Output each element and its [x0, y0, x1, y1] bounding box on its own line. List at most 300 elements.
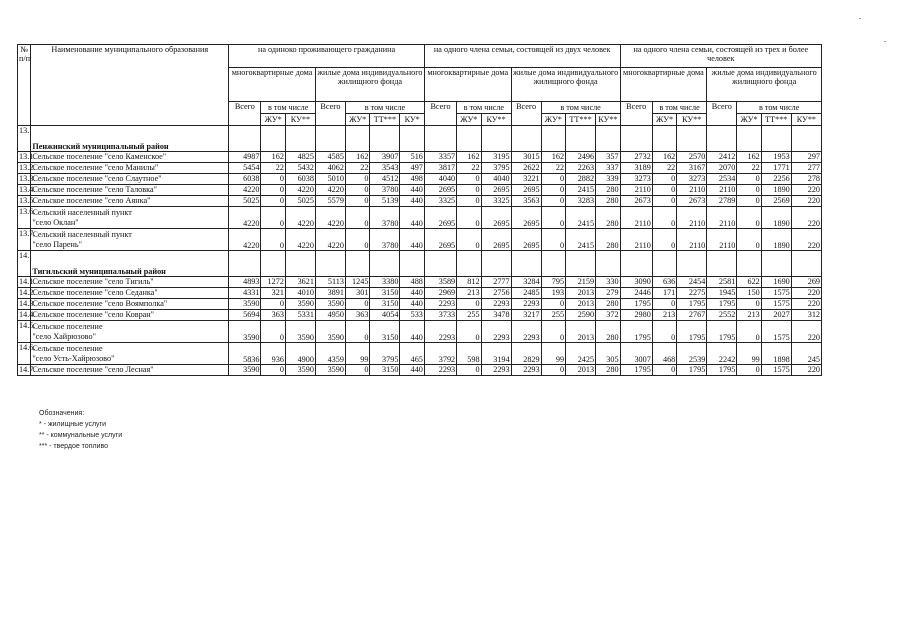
value-cell: 0: [345, 174, 369, 185]
scan-mark: [859, 18, 861, 19]
value-cell: 278: [791, 174, 821, 185]
value-cell: 936: [261, 343, 285, 365]
value-cell: 2569: [761, 196, 791, 207]
empty-cell: [596, 251, 621, 277]
value-cell: 3795: [481, 163, 511, 174]
value-cell: 4062: [315, 163, 345, 174]
scan-mark: [884, 41, 886, 42]
value-cell: 99: [345, 343, 369, 365]
value-cell: 22: [457, 163, 481, 174]
value-cell: 622: [737, 277, 761, 288]
value-cell: 339: [596, 174, 621, 185]
value-cell: 1795: [620, 299, 652, 310]
value-cell: 2695: [481, 185, 511, 196]
value-cell: 0: [652, 299, 676, 310]
value-cell: 3195: [481, 152, 511, 163]
value-cell: 3590: [229, 299, 261, 310]
value-cell: 0: [457, 299, 481, 310]
value-cell: 269: [791, 277, 821, 288]
value-cell: 636: [652, 277, 676, 288]
value-cell: 516: [400, 152, 424, 163]
value-cell: 4220: [315, 229, 345, 251]
value-cell: 2969: [424, 288, 456, 299]
value-cell: 598: [457, 343, 481, 365]
value-cell: 2673: [677, 196, 707, 207]
settlement-name-line-1: Сельское поселение: [32, 344, 103, 354]
value-cell: 2293: [511, 321, 541, 343]
table-row: [18, 152, 822, 163]
row-number: 13.2.: [19, 163, 36, 173]
header-zhu: ЖУ*: [457, 114, 481, 126]
value-cell: 255: [541, 310, 565, 321]
value-cell: 213: [737, 310, 761, 321]
value-cell: 0: [345, 207, 369, 229]
value-cell: 2980: [620, 310, 652, 321]
value-cell: 2110: [707, 229, 737, 251]
value-cell: 2590: [566, 310, 596, 321]
value-cell: 3357: [424, 152, 456, 163]
value-cell: 812: [457, 277, 481, 288]
empty-cell: [345, 126, 369, 152]
value-cell: 2485: [511, 288, 541, 299]
settlement-name-line-2: "село Оклан": [32, 217, 79, 227]
header-ku: КУ**: [677, 114, 707, 126]
value-cell: 2695: [511, 229, 541, 251]
value-cell: 440: [400, 365, 424, 376]
value-cell: 440: [400, 288, 424, 299]
value-cell: 3590: [285, 365, 315, 376]
table-row: [18, 299, 822, 310]
value-cell: 0: [541, 207, 565, 229]
row-number: 14.2.: [19, 288, 36, 298]
header-izhs: жилые дома индивидуального жилищного фонда: [707, 68, 822, 102]
value-cell: 220: [791, 321, 821, 343]
value-cell: 2293: [424, 365, 456, 376]
value-cell: 440: [400, 207, 424, 229]
header-zhu: ЖУ*: [652, 114, 676, 126]
empty-cell: [481, 126, 511, 152]
value-cell: 497: [400, 163, 424, 174]
empty-cell: [261, 126, 285, 152]
value-cell: 4220: [315, 207, 345, 229]
table-row: [18, 343, 822, 365]
value-cell: 2570: [677, 152, 707, 163]
value-cell: 0: [541, 174, 565, 185]
value-cell: 0: [652, 174, 676, 185]
value-cell: 4950: [315, 310, 345, 321]
value-cell: 2882: [566, 174, 596, 185]
settlement-name-line-2: "село Парень": [32, 239, 82, 249]
value-cell: 1575: [761, 299, 791, 310]
value-cell: 2622: [511, 163, 541, 174]
empty-cell: [761, 126, 791, 152]
value-cell: 2415: [566, 185, 596, 196]
empty-cell: [424, 251, 456, 277]
value-cell: 162: [457, 152, 481, 163]
value-cell: 3590: [229, 321, 261, 343]
district-name: Тигильский муниципальный район: [31, 251, 229, 277]
value-cell: 1795: [677, 365, 707, 376]
value-cell: 0: [652, 207, 676, 229]
value-cell: 0: [652, 185, 676, 196]
district-row: [18, 126, 822, 152]
value-cell: 22: [737, 163, 761, 174]
value-cell: 3273: [620, 174, 652, 185]
value-cell: 4987: [229, 152, 261, 163]
value-cell: 2552: [707, 310, 737, 321]
header-group-single: на одиноко проживающего гражданина: [229, 45, 425, 68]
settlement-name: Сельское поселение "село Манилы": [31, 163, 229, 174]
header-total: Всего: [229, 102, 261, 126]
value-cell: 2110: [677, 185, 707, 196]
value-cell: 0: [261, 321, 285, 343]
value-cell: 1953: [761, 152, 791, 163]
value-cell: 220: [791, 288, 821, 299]
value-cell: 171: [652, 288, 676, 299]
value-cell: 1890: [761, 229, 791, 251]
header-zhu: ЖУ*: [345, 114, 369, 126]
empty-cell: [677, 126, 707, 152]
settlement-name: [31, 321, 229, 343]
header-incl: в том числе: [737, 102, 822, 114]
settlement-name-line-1: Сельский населенный пункт: [32, 230, 132, 240]
value-cell: 0: [737, 321, 761, 343]
value-cell: 3194: [481, 343, 511, 365]
empty-cell: [707, 251, 737, 277]
value-cell: 280: [596, 185, 621, 196]
value-cell: 3795: [370, 343, 400, 365]
value-cell: 440: [400, 299, 424, 310]
value-cell: 0: [652, 229, 676, 251]
value-cell: 0: [457, 174, 481, 185]
header-ku: КУ*: [400, 114, 424, 126]
header-mkd: многоквартирные дома: [229, 68, 316, 102]
value-cell: 0: [541, 229, 565, 251]
empty-cell: [677, 251, 707, 277]
value-cell: 0: [345, 185, 369, 196]
value-cell: 0: [737, 207, 761, 229]
legend-item: *** - твердое топливо: [39, 443, 109, 450]
value-cell: 2110: [707, 207, 737, 229]
row-number: 13.4.: [19, 185, 36, 195]
value-cell: 2454: [677, 277, 707, 288]
row-number: 14.1.: [19, 277, 36, 287]
value-cell: 162: [652, 152, 676, 163]
header-num: № п/п: [18, 45, 31, 126]
value-cell: 3563: [511, 196, 541, 207]
value-cell: 2293: [424, 321, 456, 343]
empty-cell: [652, 126, 676, 152]
value-cell: 2695: [511, 185, 541, 196]
value-cell: 245: [791, 343, 821, 365]
header-ku: КУ**: [481, 114, 511, 126]
value-cell: 99: [541, 343, 565, 365]
empty-cell: [541, 251, 565, 277]
settlement-name: [31, 343, 229, 365]
legend: [39, 408, 122, 452]
settlement-name: Сельское поселение "село Воямполка": [31, 299, 229, 310]
value-cell: 3792: [424, 343, 456, 365]
settlement-name: [31, 207, 229, 229]
value-cell: 4585: [315, 152, 345, 163]
row-number: 13.5.: [19, 196, 36, 206]
value-cell: 0: [457, 321, 481, 343]
empty-cell: [457, 126, 481, 152]
value-cell: 3780: [370, 229, 400, 251]
value-cell: 0: [652, 196, 676, 207]
value-cell: 22: [261, 163, 285, 174]
value-cell: 280: [596, 196, 621, 207]
value-cell: 0: [457, 196, 481, 207]
value-cell: 0: [261, 299, 285, 310]
header-ku: КУ**: [791, 114, 821, 126]
settlement-name-line-2: "село Усть-Хайрюзово": [32, 353, 115, 363]
header-name: Наименование муниципального образования: [31, 45, 229, 126]
empty-cell: [541, 126, 565, 152]
empty-cell: [285, 126, 315, 152]
legend-item: ** - коммунальные услуги: [39, 432, 123, 439]
value-cell: 4010: [285, 288, 315, 299]
header-tt: ТТ***: [761, 114, 791, 126]
empty-cell: [229, 251, 261, 277]
value-cell: 330: [596, 277, 621, 288]
row-number: 14.5.: [18, 321, 31, 343]
value-cell: 3150: [370, 288, 400, 299]
value-cell: 2581: [707, 277, 737, 288]
value-cell: 305: [596, 343, 621, 365]
table-row: [18, 174, 822, 185]
value-cell: 0: [261, 185, 285, 196]
value-cell: 2293: [511, 299, 541, 310]
value-cell: 280: [596, 207, 621, 229]
value-cell: 0: [261, 207, 285, 229]
value-cell: 3090: [620, 277, 652, 288]
value-cell: 2829: [511, 343, 541, 365]
value-cell: 5010: [315, 174, 345, 185]
row-number: 14.6.: [18, 343, 31, 365]
value-cell: 5025: [229, 196, 261, 207]
header-incl: в том числе: [261, 102, 315, 114]
settlement-name-line-1: Сельский населенный пункт: [32, 208, 132, 218]
table-row: [18, 196, 822, 207]
table-row: [18, 229, 822, 251]
value-cell: 3273: [677, 174, 707, 185]
value-cell: 3907: [370, 152, 400, 163]
value-cell: 3150: [370, 299, 400, 310]
value-cell: 363: [345, 310, 369, 321]
header-incl: в том числе: [652, 102, 706, 114]
value-cell: 488: [400, 277, 424, 288]
header-total: Всего: [620, 102, 652, 126]
value-cell: 0: [457, 229, 481, 251]
value-cell: 0: [737, 299, 761, 310]
value-cell: 0: [457, 185, 481, 196]
value-cell: 2110: [707, 185, 737, 196]
value-cell: 2412: [707, 152, 737, 163]
row-number: 14.7.: [19, 365, 36, 375]
value-cell: 3590: [315, 321, 345, 343]
value-cell: 0: [541, 321, 565, 343]
table-row: [18, 310, 822, 321]
value-cell: 5025: [285, 196, 315, 207]
table-row: [18, 288, 822, 299]
value-cell: 3590: [285, 321, 315, 343]
row-number: 14.4.: [19, 310, 36, 320]
value-cell: 220: [791, 229, 821, 251]
value-cell: 0: [261, 174, 285, 185]
value-cell: 2789: [707, 196, 737, 207]
header-total: Всего: [424, 102, 456, 126]
value-cell: 4512: [370, 174, 400, 185]
empty-cell: [481, 251, 511, 277]
header-tt: ТТ***: [370, 114, 400, 126]
value-cell: 1898: [761, 343, 791, 365]
value-cell: 440: [400, 196, 424, 207]
value-cell: 6038: [285, 174, 315, 185]
table-row: [18, 321, 822, 343]
value-cell: 2446: [620, 288, 652, 299]
tariff-table: [17, 44, 822, 376]
empty-cell: [652, 251, 676, 277]
value-cell: 3283: [566, 196, 596, 207]
header-ku: КУ**: [596, 114, 621, 126]
settlement-name: Сельское поселение "село Ковран": [31, 310, 229, 321]
table-row: [18, 185, 822, 196]
table-row: [18, 163, 822, 174]
table-row: [18, 207, 822, 229]
district-number: 13.: [18, 126, 31, 152]
header-incl: в том числе: [457, 102, 511, 114]
empty-cell: [761, 251, 791, 277]
value-cell: 4900: [285, 343, 315, 365]
value-cell: 0: [541, 365, 565, 376]
row-number: 13.3.: [19, 174, 36, 184]
value-cell: 2275: [677, 288, 707, 299]
value-cell: 4331: [229, 288, 261, 299]
value-cell: 372: [596, 310, 621, 321]
value-cell: 440: [400, 229, 424, 251]
value-cell: 0: [737, 196, 761, 207]
value-cell: 2013: [566, 299, 596, 310]
value-cell: 2695: [511, 207, 541, 229]
value-cell: 1771: [761, 163, 791, 174]
value-cell: 2013: [566, 365, 596, 376]
header-tt: ТТ***: [566, 114, 596, 126]
value-cell: 4220: [229, 185, 261, 196]
value-cell: 1795: [677, 321, 707, 343]
empty-cell: [315, 126, 345, 152]
value-cell: 1245: [345, 277, 369, 288]
value-cell: 3325: [424, 196, 456, 207]
empty-cell: [791, 251, 821, 277]
value-cell: 2110: [677, 229, 707, 251]
settlement-name-line-2: "село Хайрюзово": [32, 331, 96, 341]
value-cell: 22: [652, 163, 676, 174]
value-cell: 2539: [677, 343, 707, 365]
value-cell: 3284: [511, 277, 541, 288]
value-cell: 312: [791, 310, 821, 321]
value-cell: 3780: [370, 185, 400, 196]
value-cell: 0: [261, 229, 285, 251]
empty-cell: [370, 251, 400, 277]
value-cell: 1795: [707, 365, 737, 376]
value-cell: 2263: [566, 163, 596, 174]
value-cell: 301: [345, 288, 369, 299]
row-number: 13.1.: [19, 152, 36, 162]
value-cell: 1795: [677, 299, 707, 310]
value-cell: 3590: [229, 365, 261, 376]
value-cell: 1272: [261, 277, 285, 288]
empty-cell: [791, 126, 821, 152]
empty-cell: [345, 251, 369, 277]
value-cell: 2293: [481, 321, 511, 343]
value-cell: 162: [345, 152, 369, 163]
value-cell: 3589: [424, 277, 456, 288]
value-cell: 3733: [424, 310, 456, 321]
value-cell: 5432: [285, 163, 315, 174]
header-group-three: на одного члена семьи, состоящей из трех и более человек: [620, 45, 821, 68]
value-cell: 357: [596, 152, 621, 163]
value-cell: 0: [345, 299, 369, 310]
value-cell: 0: [652, 321, 676, 343]
value-cell: 4220: [285, 229, 315, 251]
value-cell: 3015: [511, 152, 541, 163]
value-cell: 220: [791, 299, 821, 310]
value-cell: 4220: [285, 207, 315, 229]
value-cell: 150: [737, 288, 761, 299]
value-cell: 3150: [370, 321, 400, 343]
value-cell: 3217: [511, 310, 541, 321]
value-cell: 2013: [566, 321, 596, 343]
value-cell: 2695: [424, 185, 456, 196]
value-cell: 280: [596, 229, 621, 251]
value-cell: 220: [791, 365, 821, 376]
settlement-name: Сельское поселение "село Каменское": [31, 152, 229, 163]
value-cell: 5694: [229, 310, 261, 321]
value-cell: 2293: [511, 365, 541, 376]
empty-cell: [566, 251, 596, 277]
value-cell: 0: [261, 196, 285, 207]
value-cell: 0: [737, 185, 761, 196]
header-izhs: жилые дома индивидуального жилищного фонда: [315, 68, 424, 102]
empty-cell: [457, 251, 481, 277]
value-cell: 468: [652, 343, 676, 365]
value-cell: 2242: [707, 343, 737, 365]
value-cell: 0: [541, 185, 565, 196]
value-cell: 162: [541, 152, 565, 163]
value-cell: 213: [652, 310, 676, 321]
value-cell: 321: [261, 288, 285, 299]
value-cell: 2695: [481, 207, 511, 229]
value-cell: 162: [737, 152, 761, 163]
value-cell: 1575: [761, 321, 791, 343]
value-cell: 2110: [677, 207, 707, 229]
empty-cell: [424, 126, 456, 152]
settlement-name: Сельское поселение "село Лесная": [31, 365, 229, 376]
value-cell: 4040: [481, 174, 511, 185]
value-cell: 280: [596, 299, 621, 310]
value-cell: 4220: [285, 185, 315, 196]
empty-cell: [620, 126, 652, 152]
value-cell: 2695: [424, 207, 456, 229]
value-cell: 3780: [370, 207, 400, 229]
value-cell: 279: [596, 288, 621, 299]
value-cell: 2756: [481, 288, 511, 299]
value-cell: 337: [596, 163, 621, 174]
value-cell: 533: [400, 310, 424, 321]
header-incl: в том числе: [541, 102, 620, 114]
value-cell: 280: [596, 321, 621, 343]
